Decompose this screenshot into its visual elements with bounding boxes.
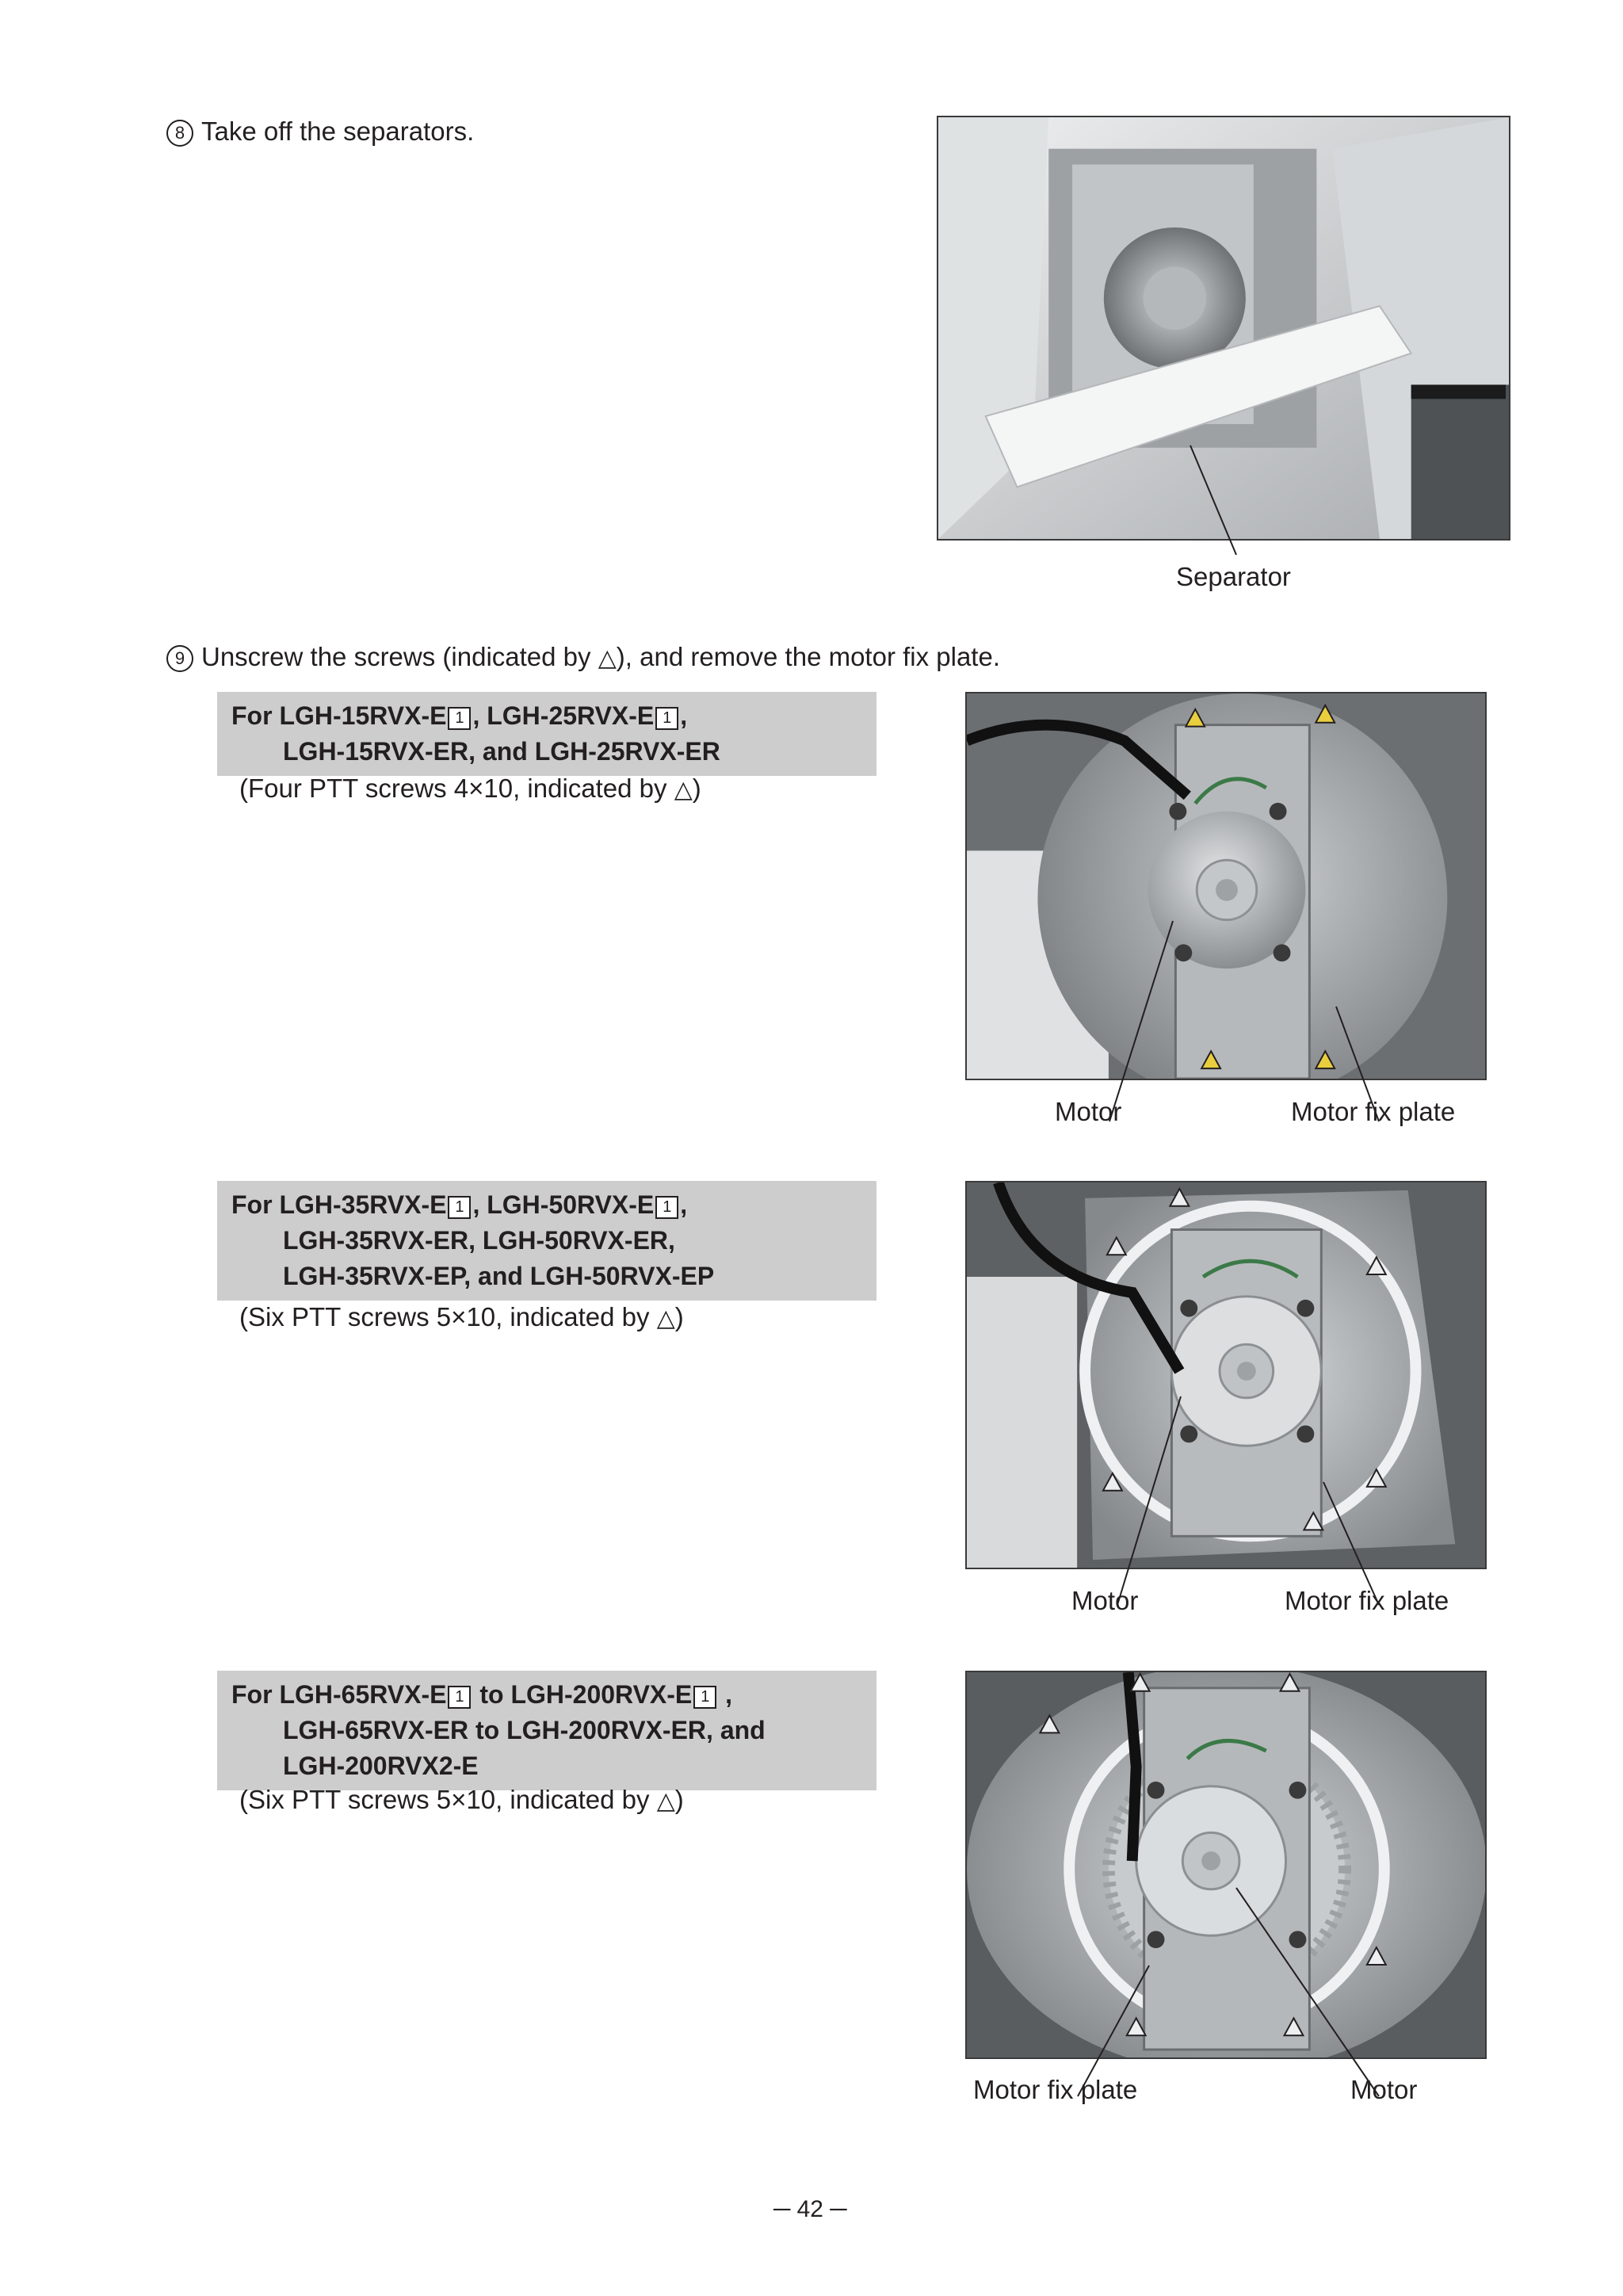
model-box-2	[217, 1181, 876, 1301]
motor-caption-3: Motor	[1350, 2075, 1418, 2104]
box-one-icon: 1	[448, 1686, 471, 1709]
photo-3-leader-lines	[1062, 1886, 1395, 2100]
model-line-1: For LGH-15RVX-E 1 , LGH-25RVX-E 1 ,	[231, 701, 688, 730]
step-number-8: 8	[166, 120, 193, 147]
screw-note-1: (Four PTT screws 4×10, indicated by △)	[239, 774, 701, 803]
model-line-1: For LGH-65RVX-E 1 to LGH-200RVX-E 1 ,	[231, 1680, 733, 1709]
motor-fix-plate-caption-1: Motor fix plate	[1291, 1097, 1456, 1126]
model-line-2: LGH-35RVX-ER, LGH-50RVX-ER,	[283, 1226, 675, 1255]
triangle-icon: △	[674, 777, 693, 803]
separator-caption: Separator	[1176, 562, 1291, 591]
step-9-text-after: ), and remove the motor fix plate.	[616, 642, 1001, 671]
model-line-1: For LGH-35RVX-E 1 , LGH-50RVX-E 1 ,	[231, 1190, 688, 1219]
triangle-icon: △	[656, 1305, 675, 1331]
box-one-icon: 1	[448, 707, 471, 730]
motor-caption-1: Motor	[1055, 1097, 1122, 1126]
step-number-9: 9	[166, 645, 193, 672]
model-line-2: LGH-15RVX-ER, and LGH-25RVX-ER	[283, 737, 720, 766]
screw-note-3: (Six PTT screws 5×10, indicated by △)	[239, 1785, 684, 1814]
model-line-2: LGH-65RVX-ER to LGH-200RVX-ER, and	[283, 1716, 766, 1744]
step-8-instruction	[166, 116, 474, 147]
photo-1-leader-lines	[1086, 919, 1395, 1125]
step-9-instruction	[166, 641, 1000, 674]
triangle-icon: △	[598, 645, 617, 671]
motor-fix-plate-caption-2: Motor fix plate	[1285, 1586, 1449, 1615]
motor-caption-2: Motor	[1071, 1586, 1139, 1615]
box-one-icon: 1	[655, 707, 678, 730]
motor-fix-plate-caption-3: Motor fix plate	[973, 2075, 1138, 2104]
page-number: ─ 42 ─	[773, 2196, 847, 2222]
step-9-text-before: Unscrew the screws (indicated by	[201, 642, 598, 671]
photo-2-leader-lines	[1102, 1395, 1395, 1609]
model-line-3: LGH-35RVX-EP, and LGH-50RVX-EP	[283, 1262, 715, 1290]
box-one-icon: 1	[448, 1196, 471, 1219]
model-line-3: LGH-200RVX2-E	[283, 1752, 479, 1780]
separator-leader-line	[1189, 444, 1244, 559]
step-8-text: Take off the separators.	[201, 117, 475, 146]
screw-note-2: (Six PTT screws 5×10, indicated by △)	[239, 1302, 684, 1331]
box-one-icon: 1	[655, 1196, 678, 1219]
model-box-1	[217, 692, 876, 776]
box-one-icon: 1	[693, 1686, 716, 1709]
model-box-3	[217, 1671, 876, 1790]
triangle-icon: △	[656, 1788, 675, 1814]
